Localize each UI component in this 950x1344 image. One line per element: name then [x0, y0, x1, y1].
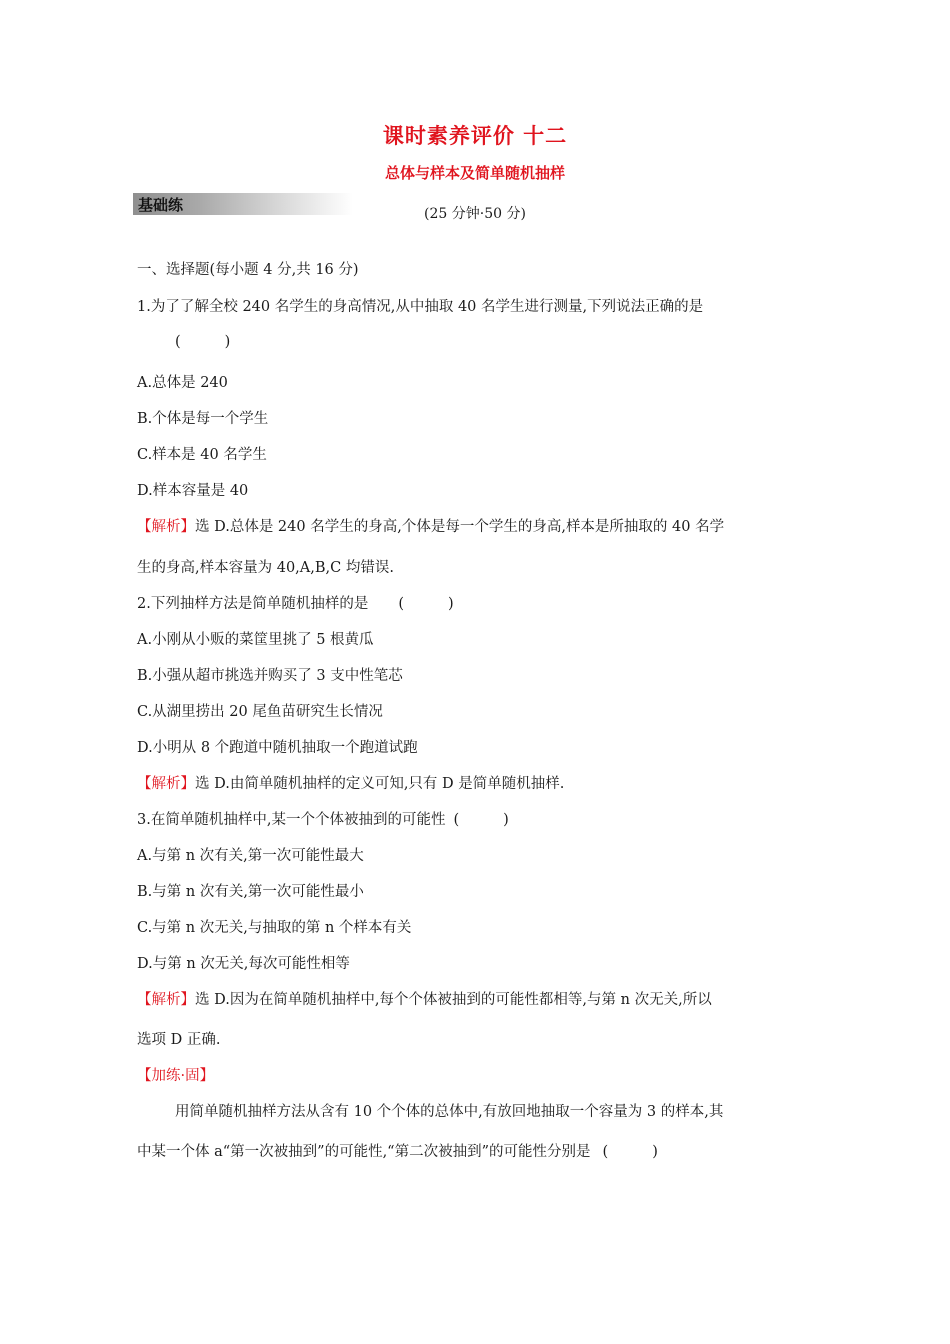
section-heading: 一、选择题(每小题 4 分,共 16 分)	[137, 262, 359, 278]
analysis-text: 选 D.因为在简单随机抽样中,每个个体被抽到的可能性都相等,与第 n 次无关,所以	[195, 992, 712, 1008]
question-2-option-b: B.小强从超市挑选并购买了 3 支中性笔芯	[137, 668, 403, 684]
question-2-stem: 2.下列抽样方法是简单随机抽样的是 ( )	[137, 596, 454, 612]
question-3-option-d: D.与第 n 次无关,每次可能性相等	[137, 956, 350, 972]
page-title: 课时素养评价 十二	[382, 124, 568, 148]
analysis-tag: 【解析】	[137, 519, 195, 535]
question-1-option-b: B.个体是每一个学生	[137, 411, 269, 427]
question-1-stem: 1.为了了解全校 240 名学生的身高情况,从中抽取 40 名学生进行测量,下列说法正确的是	[137, 299, 704, 315]
extra-practice-tag: 【加练·固】	[137, 1068, 215, 1084]
question-3-option-c: C.与第 n 次无关,与抽取的第 n 个样本有关	[137, 920, 412, 936]
question-2-analysis	[137, 772, 564, 793]
question-1-option-a: A.总体是 240	[137, 375, 228, 391]
question-2-option-d: D.小明从 8 个跑道中随机抽取一个跑道试跑	[137, 740, 418, 756]
question-3-analysis	[137, 988, 712, 1009]
analysis-text: 选 D.由简单随机抽样的定义可知,只有 D 是简单随机抽样.	[195, 776, 565, 792]
question-3-analysis-cont: 选项 D 正确.	[137, 1032, 221, 1048]
analysis-tag: 【解析】	[137, 992, 195, 1008]
page-subtitle: 总体与样本及简单随机抽样	[384, 164, 565, 182]
analysis-text: 选 D.总体是 240 名学生的身高,个体是每一个学生的身高,样本是所抽取的 40 名学	[195, 519, 725, 535]
time-info: (25 分钟·50 分)	[424, 206, 526, 222]
section-tab-label: 基础练	[138, 196, 184, 214]
question-2-option-a: A.小刚从小贩的菜筐里挑了 5 根黄瓜	[137, 632, 374, 648]
question-1-option-c: C.样本是 40 名学生	[137, 447, 267, 463]
question-3-option-b: B.与第 n 次有关,第一次可能性最小	[137, 884, 364, 900]
extra-practice-line-2: 中某一个体 a“第一次被抽到”的可能性,“第二次被抽到”的可能性分别是 ( )	[137, 1144, 658, 1160]
question-1-analysis-cont: 生的身高,样本容量为 40,A,B,C 均错误.	[137, 560, 394, 576]
analysis-tag: 【解析】	[137, 776, 195, 792]
question-3-option-a: A.与第 n 次有关,第一次可能性最大	[137, 848, 364, 864]
question-1-option-d: D.样本容量是 40	[137, 483, 249, 499]
extra-practice-line-1: 用简单随机抽样方法从含有 10 个个体的总体中,有放回地抽取一个容量为 3 的样本,其	[175, 1104, 724, 1120]
question-1-bracket: ( )	[175, 334, 231, 350]
question-2-option-c: C.从湖里捞出 20 尾鱼苗研究生长情况	[137, 704, 383, 720]
question-3-stem: 3.在简单随机抽样中,某一个个体被抽到的可能性 ( )	[137, 812, 509, 828]
question-1-analysis	[137, 515, 724, 536]
